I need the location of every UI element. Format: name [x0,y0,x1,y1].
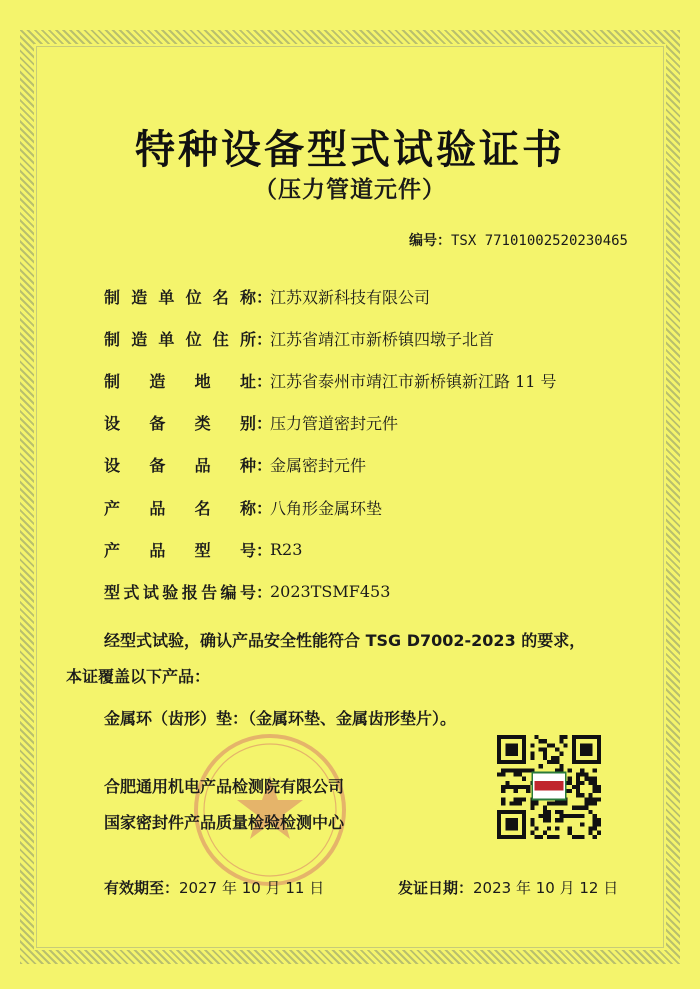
qr-code-icon[interactable] [497,735,601,839]
field-row-product-name: 产品名称 ： 八角形金属环垫 [104,496,382,518]
field-label: 产品名称 [104,498,256,518]
field-label: 产品型号 [104,540,256,560]
valid-until-value: 2027 年 10 月 11 日 [179,879,325,897]
valid-until-label: 有效期至： [104,879,180,897]
number-label: 编号： [408,233,451,249]
field-value: R23 [270,539,303,559]
field-value: 金属密封元件 [270,455,367,475]
issuer-org-1: 合肥通用机电产品检测院有限公司 [104,777,345,796]
field-value: 压力管道密封元件 [270,413,399,433]
issue-date-label: 发证日期： [398,879,474,897]
field-value: 八角形金属环垫 [270,498,383,518]
certificate-subtitle: （压力管道元件） [254,177,446,203]
certificate-title: 特种设备型式试验证书 [135,127,565,173]
valid-until [104,877,324,898]
field-value: 2023TSMF453 [270,581,391,601]
field-label: 制造单位住所 [104,329,256,349]
certificate-number [409,230,628,250]
field-row-manufacturer-name: 制造单位名称 ： 江苏双新科技有限公司 [104,285,430,307]
field-label: 型式试验报告编号 [104,582,256,602]
issue-date-value: 2023 年 10 月 12 日 [473,879,619,897]
field-row-manufacturer-address: 制造单位住所 ： 江苏省靖江市新桥镇四墩子北首 [104,327,494,349]
field-value: 江苏省靖江市新桥镇四墩子北首 [270,329,495,349]
number-value: TSX 77101002520230465 [450,233,628,249]
field-row-equipment-variety: 设备品种 ： 金属密封元件 [104,453,366,475]
field-row-production-address: 制造地址 ： 江苏省泰州市靖江市新桥镇新江路 11 号 [104,369,557,391]
field-row-report-number: 型式试验报告编号 ： 2023TSMF453 [104,581,391,602]
field-row-product-model: 产品型号 ： R23 [104,539,303,560]
field-label: 制造单位名称 [104,287,256,307]
field-label: 设备品种 [104,455,256,475]
issue-date [398,877,618,898]
field-row-equipment-category: 设备类别 ： 压力管道密封元件 [104,411,398,433]
statement-line-2: 本证覆盖以下产品： [66,667,211,686]
field-label: 设备类别 [104,413,256,433]
field-label: 制造地址 [104,371,256,391]
issuer-org-2: 国家密封件产品质量检验检测中心 [104,813,345,832]
field-value: 江苏双新科技有限公司 [270,287,431,307]
field-value: 江苏省泰州市靖江市新桥镇新江路 11 号 [270,371,557,391]
statement-line-3: 金属环（齿形）垫：（金属环垫、金属齿形垫片）。 [104,709,457,728]
statement-line-1: 经型式试验，确认产品安全性能符合 TSG D7002-2023 的要求， [104,631,586,650]
